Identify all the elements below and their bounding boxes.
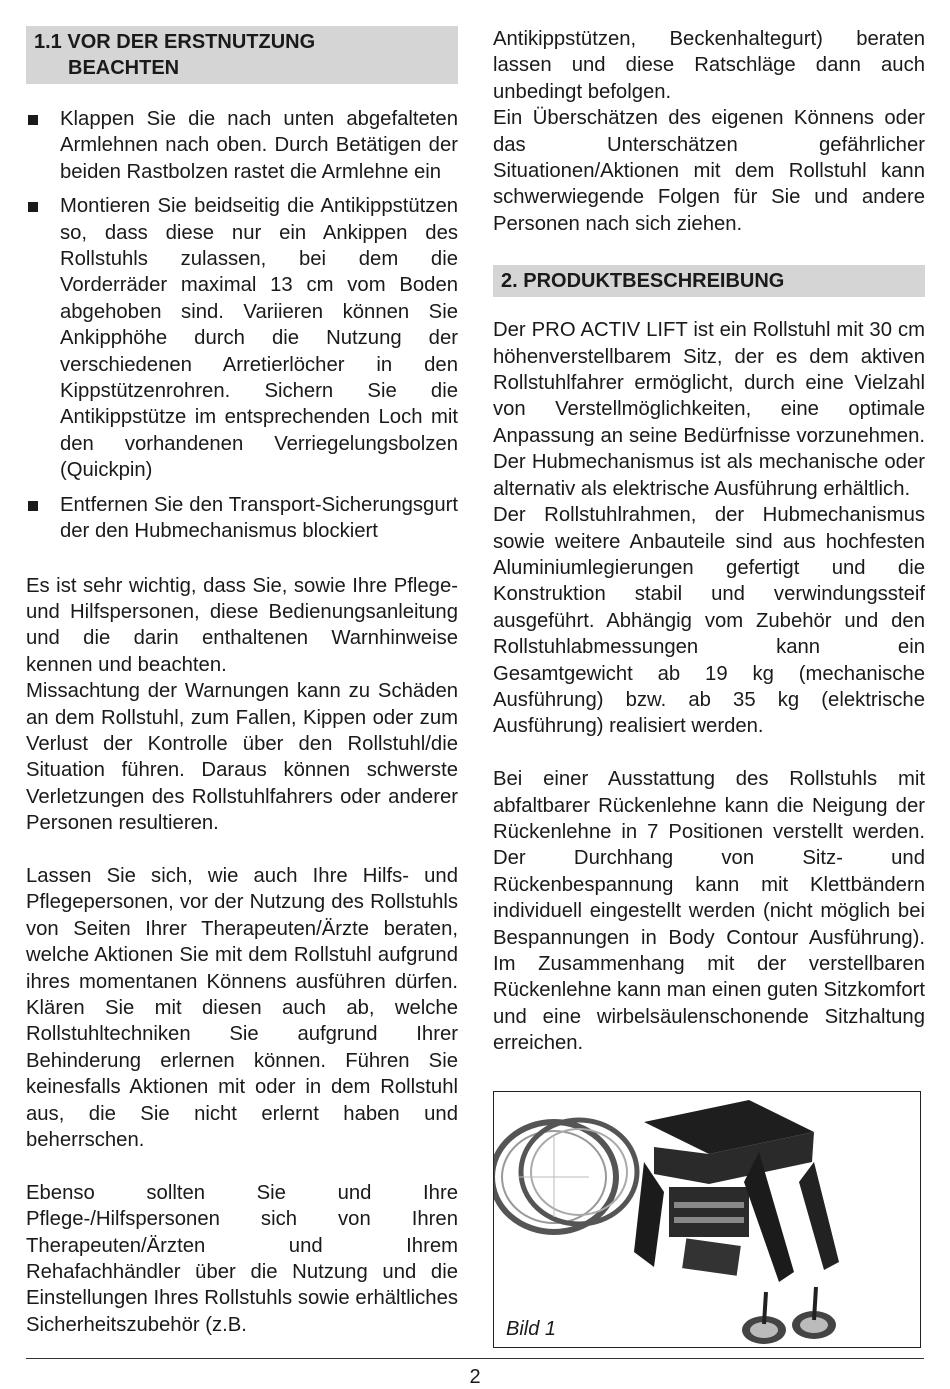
paragraph: Bei einer Ausstattung des Rollstuhls mit abfaltbarer Rückenlehne kann die Neigung der Rückenlehne in 7 Positionen verstellt werden. Der Durchhang von Sitz- und Rückenbespannung kann mit Klettbändern individuell eingestellt werden (nicht möglich bei Bespannungen in Body Contour Ausführung). Im Zusammenhang mit der verstellbaren Rückenlehne kann man einen guten Sitzkomfort und eine wirbelsäulenschonende Sitzhaltung erreichen. bbox=[493, 768, 925, 1055]
heading-line-2: BEACHTEN bbox=[68, 57, 180, 79]
footer-divider bbox=[26, 1358, 924, 1359]
right-column bbox=[493, 26, 925, 1057]
list-item bbox=[26, 492, 458, 545]
bullet-square-icon bbox=[28, 501, 38, 511]
paragraph: Der Rollstuhlrahmen, der Hubmechanismus sowie weitere Anbauteile sind aus hochfesten Aluminiumlegierungen gefertigt und die Konstruktion stabil und verwindungssteif ausgeführt. Abhängig vom Zubehör und den Rollstuhlabmessungen kann ein Gesamtgewicht ab 19 kg (mechanische Ausführung) bzw. ab 35 kg (elektrische Ausführung) realisiert werden. bbox=[493, 504, 925, 738]
left-column bbox=[26, 26, 458, 1338]
bullet-list bbox=[26, 106, 458, 545]
paragraph: Missachtung der Warnungen kann zu Schäden an dem Rollstuhl, zum Fallen, Kippen oder zum Verlust der Kontrolle über den Rollstuhl/die Situation führen. Daraus können schwerste Verletzungen des Rollstuhlfahrers oder anderer Personen resultieren. bbox=[26, 680, 458, 835]
heading-line-1: 1.1 VOR DER ERSTNUTZUNG bbox=[34, 31, 316, 53]
paragraph: Ein Überschätzen des eigenen Könnens oder das Unterschätzen gefährlicher Situationen/Aktionen mit dem Rollstuhl kann schwerwiegende Folgen für Sie und andere Personen nach sich ziehen. bbox=[493, 107, 925, 235]
bullet-square-icon bbox=[28, 115, 38, 125]
list-item-text: Entfernen Sie den Transport-Sicherungsgurt der den Hubmechanismus blockiert bbox=[60, 493, 458, 543]
section-heading-2: 2. PRODUKTBESCHREIBUNG bbox=[493, 265, 925, 297]
paragraph: Es ist sehr wichtig, dass Sie, sowie Ihre Pflege- und Hilfspersonen, diese Bedienungsanleitung und die darin enthaltenen Warnhinweise kennen und beachten. bbox=[26, 574, 458, 676]
paragraph: Der PRO ACTIV LIFT ist ein Rollstuhl mit 30 cm höhenverstellbarem Sitz, der es dem aktiven Rollstuhlfahrer ermöglicht, durch eine Vielzahl von Verstellmöglichkeiten, eine optimale Anpassung an seine Bedürfnisse vorzunehmen. Der Hubmechanismus ist als mechanische oder alternativ als elektrische Ausführung erhältlich. bbox=[493, 319, 925, 500]
bullet-square-icon bbox=[28, 202, 38, 212]
figure-caption: Bild 1 bbox=[506, 1318, 557, 1340]
paragraph: Antikippstützen, Beckenhaltegurt) beraten lassen und diese Ratschläge dann auch unbedingt befolgen. bbox=[493, 28, 925, 103]
paragraph: Ebenso sollten Sie und Ihre Pflege-/Hilfspersonen sich von Ihren Therapeuten/Ärzten und Ihrem Rehafachhändler über die Nutzung und die Einstellungen Ihres Rollstuhls sowie erhältliches Sicherheitszubehör (z.B. bbox=[26, 1181, 458, 1336]
list-item-text: Montieren Sie beidseitig die Antikippstützen so, dass diese nur ein Ankippen des Rollstuhls zulassen, bei dem die Vorderräder maximal 13 cm vom Boden abgehoben sind. Variieren können Sie Ankipphöhe durch die Nutzung der verschiedenen Arretierlöcher in den Kippstützenrohren. Sichern Sie die Antikippstütze im entsprechenden Loch mit den vorhandenen Verriegelungsbolzen (Quickpin) bbox=[60, 195, 458, 482]
list-item-text: Klappen Sie die nach unten abgefalteten Armlehnen nach oben. Durch Betätigen der beiden Rastbolzen rastet die Armlehne ein bbox=[60, 108, 458, 183]
list-item bbox=[26, 106, 458, 185]
section-heading-1-1 bbox=[26, 26, 458, 84]
page-number: 2 bbox=[469, 1366, 481, 1388]
paragraph: Lassen Sie sich, wie auch Ihre Hilfs- und Pflegepersonen, vor der Nutzung des Rollstuhls von Seiten Ihrer Therapeuten/Ärzte beraten, welche Aktionen Sie mit dem Rollstuhl aufgrund ihres momentanen Könnens ausführen dürfen. Klären Sie mit diesen auch ab, welche Rollstuhltechniken Sie aufgrund Ihrer Behinderung erlernen können. Führen Sie keinesfalls Aktionen mit oder in dem Rollstuhl aus, die Sie nicht erlernt haben und beherrschen. bbox=[26, 864, 458, 1152]
list-item bbox=[26, 193, 458, 483]
wheelchair-figure bbox=[493, 1091, 921, 1348]
wheelchair-image bbox=[494, 1092, 921, 1348]
